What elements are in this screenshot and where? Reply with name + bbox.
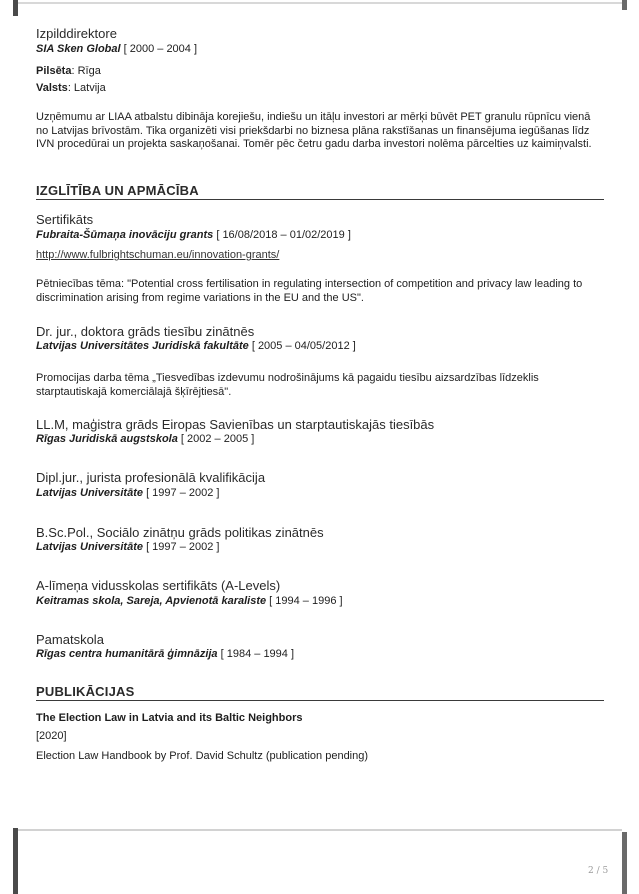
job-title: Izpilddirektore	[36, 26, 117, 41]
doctorate-dates: [ 2005 – 04/05/2012 ]	[251, 340, 356, 352]
job-city	[36, 65, 101, 77]
job-city-label: Pilsēta	[36, 65, 72, 77]
job-org-line	[36, 43, 197, 55]
cert-link[interactable]: http://www.fulbrightschuman.eu/innovation-grants/	[36, 249, 280, 261]
cert-title: Sertifikāts	[36, 212, 94, 227]
scan-edge-bottom	[18, 829, 622, 831]
scan-border-right-bottom	[622, 832, 627, 894]
basic-title: Pamatskola	[36, 632, 104, 647]
job-dates: [ 2000 – 2004 ]	[123, 43, 198, 55]
basic-dates: [ 1984 – 1994 ]	[220, 648, 295, 660]
bsc-org-line	[36, 541, 219, 553]
doctorate-thesis: Promocijas darba tēma „Tiesvedības izdevumu nodrošinājums kā pagaidu tiesību aizsardzības līdzeklis starptautiskajā komerciālajā šķīrējtiesā".	[36, 372, 539, 398]
llm-org-line	[36, 433, 254, 445]
dipl-org-line	[36, 487, 219, 499]
scan-border-left-top	[13, 0, 18, 16]
llm-org: Rīgas Juridiskā augstskola	[36, 433, 178, 445]
bsc-dates: [ 1997 – 2002 ]	[146, 541, 220, 553]
cert-org-line	[36, 229, 351, 241]
dipl-org: Latvijas Universitāte	[36, 487, 143, 499]
publication-title: The Election Law in Latvia and its Baltic Neighbors	[36, 712, 303, 724]
scan-edge-top	[18, 2, 622, 4]
alevels-dates: [ 1994 – 1996 ]	[269, 595, 343, 607]
doctorate-title: Dr. jur., doktora grāds tiesību zinātnēs	[36, 324, 255, 339]
dipl-title: Dipl.jur., jurista profesionālā kvalifikācija	[36, 470, 266, 485]
publication-note: Election Law Handbook by Prof. David Schultz (publication pending)	[36, 750, 369, 762]
job-org: SIA Sken Global	[36, 43, 121, 55]
basic-org-line	[36, 648, 294, 660]
section-heading-education: IZGLĪTĪBA UN APMĀCĪBA	[36, 183, 604, 200]
cert-org: Fubraita-Šūmaņa inovāciju grants	[36, 229, 214, 241]
alevels-org: Keitramas skola, Sareja, Apvienotā karaliste	[36, 595, 267, 607]
doctorate-org: Latvijas Universitātes Juridiskā fakultāte	[36, 340, 249, 352]
job-description: Uzņēmumu ar LIAA atbalstu dibināja korejiešu, indiešu un itāļu investori ar mērķi būvēt PET granulu rūpnīcu vienā no Latvijas brīvostām. Tika organizēti visi priekšdarbi no biznesa plāna rakstīšanas un finansējuma iegūšanas līdz IVN procedūrai un projekta saskaņošanai. Tomēr pēc četru gadu darba investori nolēma pārcelties uz kaimiņvalsti.	[36, 111, 592, 150]
llm-title: LL.M, maģistra grāds Eiropas Savienības un starptautiskajās tiesībās	[36, 417, 435, 432]
dipl-dates: [ 1997 – 2002 ]	[146, 487, 220, 499]
scan-border-left-bottom	[13, 828, 18, 894]
cert-dates: [ 16/08/2018 – 01/02/2019 ]	[216, 229, 351, 241]
cert-research: Pētniecības tēma: "Potential cross fertilisation in regulating intersection of competition and privacy law leading to discrimination arising from regime variations in the EU and the US".	[36, 278, 583, 304]
bsc-org: Latvijas Universitāte	[36, 541, 143, 553]
section-heading-publications: PUBLIKĀCIJAS	[36, 684, 604, 701]
job-country-value: : Latvija	[67, 82, 106, 94]
job-country	[36, 82, 106, 94]
doctorate-org-line	[36, 340, 356, 352]
page-number: 2 / 5	[588, 866, 609, 876]
alevels-title: A-līmeņa vidusskolas sertifikāts (A-Levels)	[36, 578, 281, 593]
job-country-label: Valsts	[36, 82, 68, 94]
basic-org: Rīgas centra humanitārā ģimnāzija	[36, 648, 218, 660]
scan-border-right-top	[622, 0, 627, 10]
job-city-value: : Rīga	[71, 65, 101, 77]
alevels-org-line	[36, 595, 343, 607]
publication-year: [2020]	[36, 730, 67, 742]
bsc-title: B.Sc.Pol., Sociālo zinātņu grāds politikas zinātnēs	[36, 525, 324, 540]
llm-dates: [ 2002 – 2005 ]	[180, 433, 255, 445]
